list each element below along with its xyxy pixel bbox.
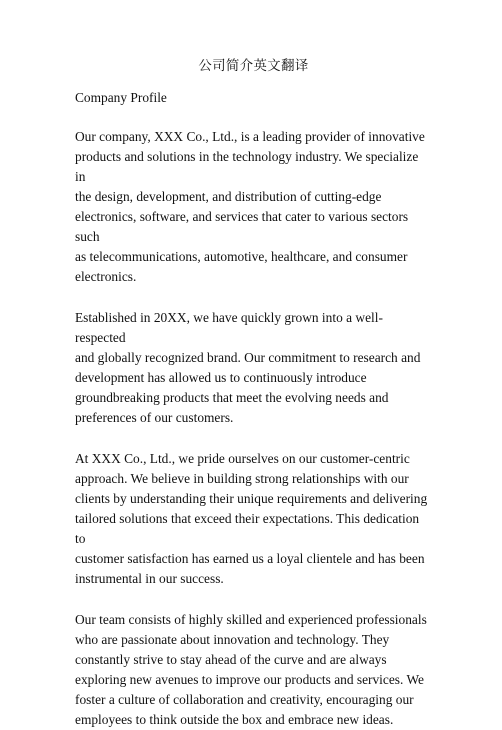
- paragraph-line: and globally recognized brand. Our commitment to research and: [75, 350, 421, 365]
- paragraph-line: who are passionate about innovation and technology. They: [75, 632, 390, 647]
- paragraph-line: groundbreaking products that meet the evolving needs and: [75, 390, 389, 405]
- section-heading: Company Profile: [75, 90, 167, 105]
- paragraph-line: electronics.: [75, 269, 137, 284]
- paragraph-line: the design, development, and distribution of cutting-edge: [75, 189, 382, 204]
- paragraph-line: Established in 20XX, we have quickly grown into a well-respected: [75, 310, 383, 345]
- paragraph-line: products and solutions in the technology industry. We specialize in: [75, 149, 419, 184]
- paragraph-line: electronics, software, and services that cater to various sectors such: [75, 209, 409, 244]
- paragraph-line: development has allowed us to continuously introduce: [75, 370, 367, 385]
- paragraph-line: instrumental in our success.: [75, 571, 224, 586]
- paragraph-line: clients by understanding their unique requirements and delivering: [75, 491, 428, 506]
- paragraph-line: constantly strive to stay ahead of the curve and are always: [75, 652, 387, 667]
- paragraph-line: foster a culture of collaboration and creativity, encouraging our: [75, 692, 414, 707]
- paragraph-intro: [75, 127, 432, 287]
- paragraph-line: as telecommunications, automotive, healthcare, and consumer: [75, 249, 408, 264]
- paragraph-line: At XXX Co., Ltd., we pride ourselves on our customer-centric: [75, 451, 410, 466]
- paragraph-team: [75, 610, 432, 730]
- paragraph-line: preferences of our customers.: [75, 410, 234, 425]
- paragraph-history: [75, 308, 432, 428]
- paragraph-line: tailored solutions that exceed their expectations. This dedication to: [75, 511, 420, 546]
- document-title: 公司简介英文翻译: [198, 58, 309, 73]
- paragraph-line: employees to think outside the box and embrace new ideas.: [75, 712, 394, 727]
- paragraph-line: exploring new avenues to improve our products and services. We: [75, 672, 424, 687]
- paragraph-line: customer satisfaction has earned us a loyal clientele and has been: [75, 551, 425, 566]
- paragraph-line: Our company, XXX Co., Ltd., is a leading provider of innovative: [75, 129, 425, 144]
- paragraph-customers: [75, 449, 432, 589]
- paragraph-line: Our team consists of highly skilled and experienced professionals: [75, 612, 427, 627]
- paragraph-line: approach. We believe in building strong relationships with our: [75, 471, 409, 486]
